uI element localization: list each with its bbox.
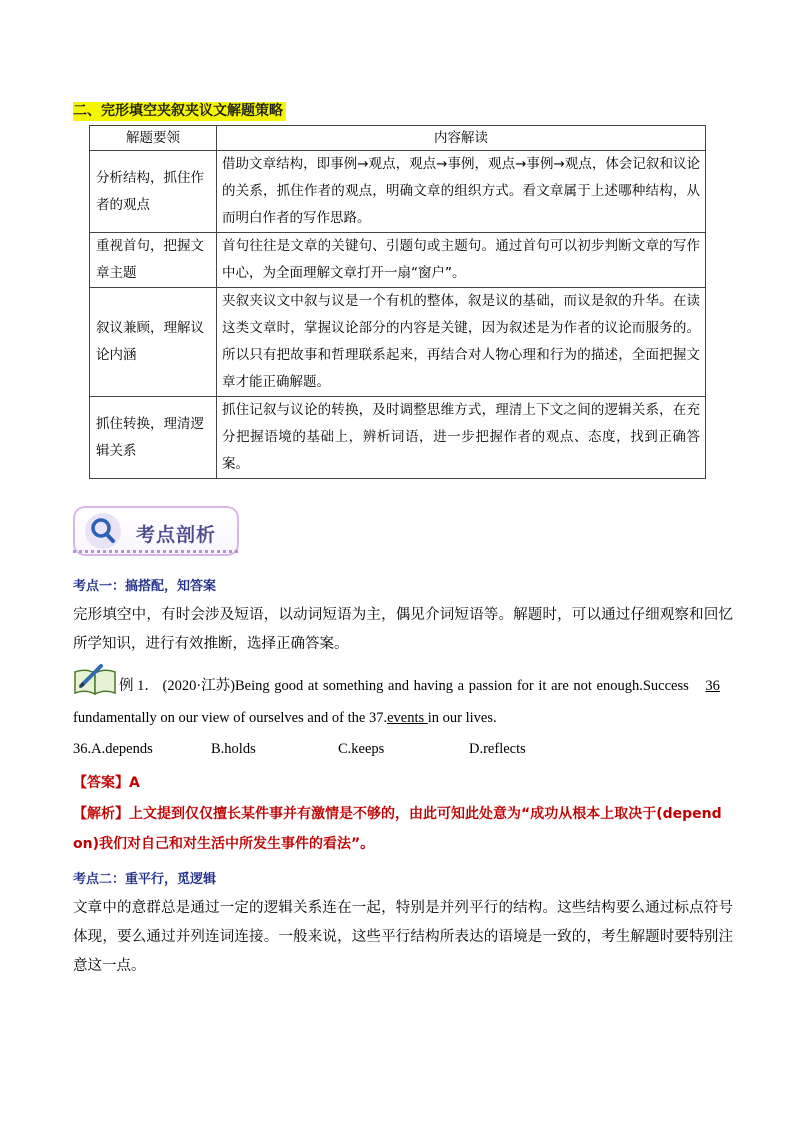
section-title: 二、完形填空夹叙夹议文解题策略 — [73, 102, 286, 121]
strategy-table — [89, 125, 706, 479]
example-sentence-a: Being good at something and having a passion for it are not enough.Success — [235, 678, 694, 694]
table-cell-key: 分析结构，抓住作者的观点 — [90, 151, 217, 233]
banner-title: 考点剖析 — [136, 524, 217, 546]
table-cell-value: 首句往往是文章的关键句、引题句或主题句。通过首句可以初步判断文章的写作中心，为全面理解文章打开一扇“窗户”。 — [217, 233, 706, 288]
blank-36: 36 — [705, 678, 720, 694]
analysis-block — [73, 799, 733, 859]
book-pencil-icon — [73, 664, 117, 696]
example-source: (2020·江苏) — [162, 678, 235, 694]
analysis-label: 【解析】 — [73, 806, 129, 822]
example-line-1 — [119, 674, 739, 695]
option-a: 36.A.depends — [73, 741, 153, 757]
table-cell-value: 借助文章结构，即事例→观点，观点→事例，观点→事例→观点，体会记叙和议论的关系，抓住作者的观点，明确文章的组织方式。看文章属于上述哪种结构，从而明白作者的写作思路。 — [217, 151, 706, 233]
table-header: 内容解读 — [217, 126, 706, 151]
point2-text: 文章中的意群总是通过一定的逻辑关系连在一起，特别是并列平行的结构。这些结构要么通过标点符号体现，要么通过并列连词连接。一般来说，这些平行结构所表达的语境是一致的，考生解题时要特别注意这一点。 — [73, 900, 733, 974]
table-header: 解题要领 — [90, 126, 217, 151]
option-b: B.holds — [211, 741, 256, 757]
option-c: C.keeps — [338, 741, 385, 757]
magnifier-icon — [84, 512, 122, 550]
example-sentence-c: in our lives. — [427, 710, 497, 726]
table-cell-key: 重视首句，把握文章主题 — [90, 233, 217, 288]
point2-label: 考点二：重平行，觅逻辑 — [73, 872, 217, 887]
point1-text: 完形填空中，有时会涉及短语，以动词短语为主，偶见介词短语等。解题时，可以通过仔细观察和回忆所学知识，进行有效推断，选择正确答案。 — [73, 607, 733, 652]
table-row — [90, 288, 706, 397]
example-prefix: 例 1． — [119, 678, 159, 694]
analysis-text: 上文提到仅仅擅长某件事并有激情是不够的，由此可知此处意为“成功从根本上取决于(depend on)我们对自己和对生活中所发生事件的看法”。 — [73, 806, 722, 852]
table-row — [90, 397, 706, 479]
table-header-row — [90, 126, 706, 151]
table-cell-key: 叙议兼顾，理解议论内涵 — [90, 288, 217, 397]
table-cell-key: 抓住转换，理清逻辑关系 — [90, 397, 217, 479]
point1-label: 考点一：搞搭配，知答案 — [73, 579, 217, 594]
example-line-2 — [73, 710, 497, 727]
table-row — [90, 233, 706, 288]
table-row — [90, 151, 706, 233]
banner-underline — [73, 550, 239, 553]
table-cell-value: 夹叙夹议文中叙与议是一个有机的整体，叙是议的基础，而议是叙的升华。在读这类文章时，掌握议论部分的内容是关键，因为叙述是为作者的议论而服务的。所以只有把故事和哲理联系起来，再结合对人物心理和行为的描述，全面把握文章才能正确解题。 — [217, 288, 706, 397]
option-d: D.reflects — [469, 741, 526, 757]
example-sentence-b: fundamentally on our view of ourselves and of the 37. — [73, 710, 388, 726]
table-cell-value: 抓住记叙与议论的转换，及时调整思维方式，理清上下文之间的逻辑关系，在充分把握语境的基础上，辨析词语，进一步把握作者的观点、态度，找到正确答案。 — [217, 397, 706, 479]
answer-label: 【答案】A — [73, 775, 140, 791]
blank-37: events — [387, 710, 428, 726]
